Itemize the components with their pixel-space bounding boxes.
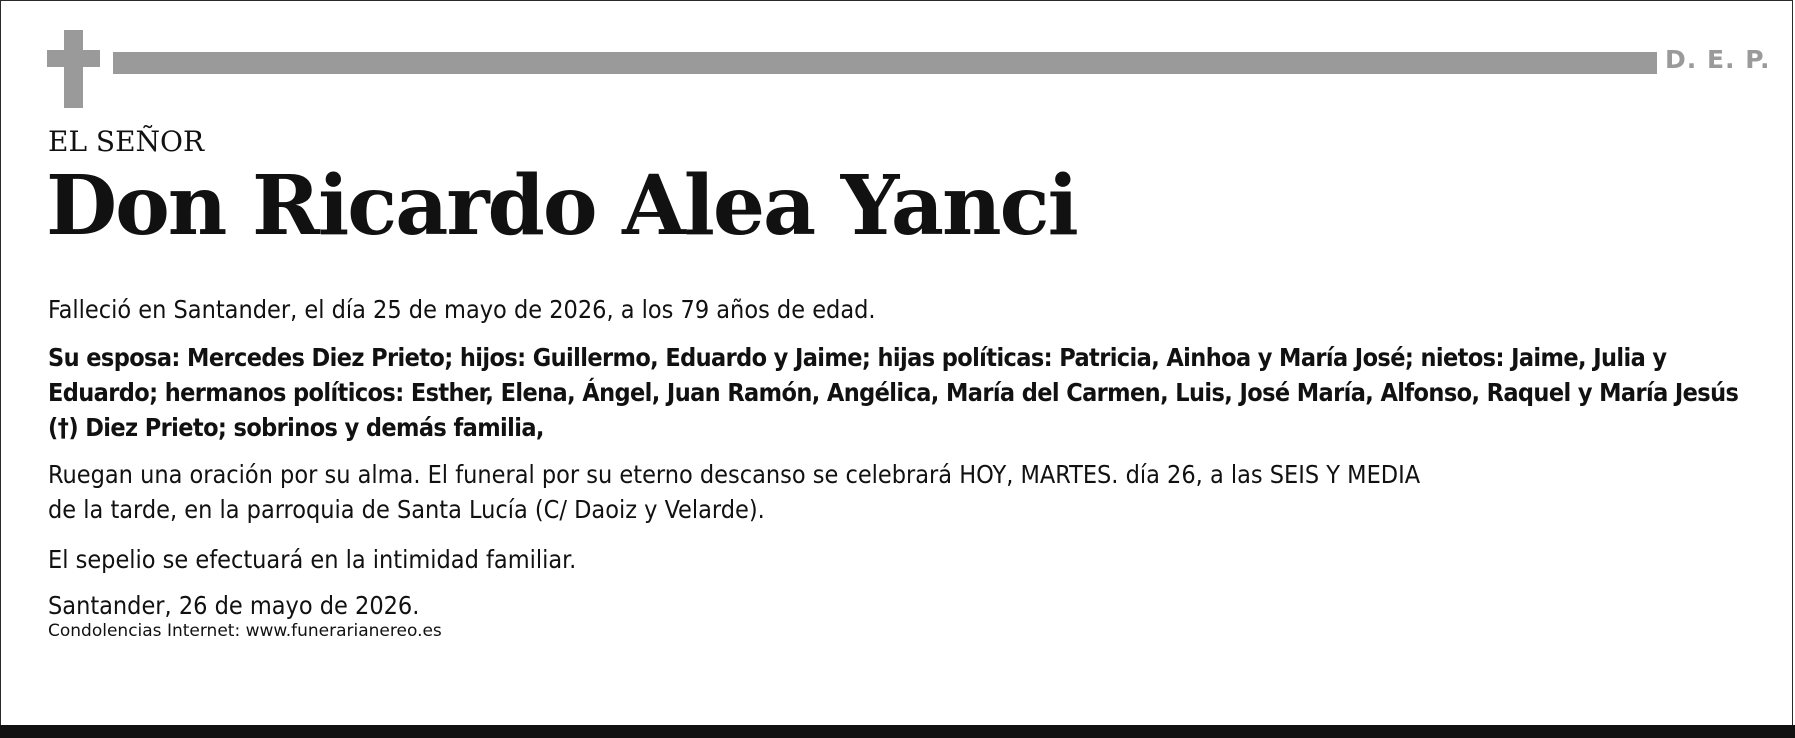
cross-icon [47, 30, 100, 108]
dep-label: D. E. P. [1665, 45, 1771, 74]
cross-vertical-bar [64, 30, 83, 108]
condolences-link: Condolencias Internet: www.funerarianereo.es [48, 621, 442, 641]
funeral-line-1: Ruegan una oración por su alma. El funeral por su eterno descanso se celebrará HOY, MARTES. día 26, a las SEIS Y MEDIA [48, 460, 1421, 489]
header-rule [113, 52, 1657, 74]
death-statement: Falleció en Santander, el día 25 de mayo de 2026, a los 79 años de edad. [48, 295, 876, 324]
funeral-announcement [48, 457, 1698, 527]
honorific: EL SEÑOR [48, 125, 205, 158]
burial-note: El sepelio se efectuará en la intimidad familiar. [48, 545, 577, 574]
family-list: Su esposa: Mercedes Diez Prieto; hijos: Guillermo, Eduardo y Jaime; hijas políticas: Patricia, Ainhoa y María José; nietos: Jaime, Julia y Eduardo; hermanos políticos: Esther, Elena, Ángel, Juan Ramón, Angélica, María del Carmen, Luis, José María, Alfonso, Raquel y María Jesús (†) Diez Prieto; sobrinos y demás familia, [48, 343, 1739, 442]
place-date: Santander, 26 de mayo de 2026. [48, 591, 420, 620]
deceased-name: Don Ricardo Alea Yanci [46, 158, 1077, 254]
funeral-line-2: de la tarde, en la parroquia de Santa Lucía (C/ Daoiz y Velarde). [48, 495, 765, 524]
bottom-border [0, 725, 1795, 738]
cross-horizontal-bar [47, 50, 100, 67]
